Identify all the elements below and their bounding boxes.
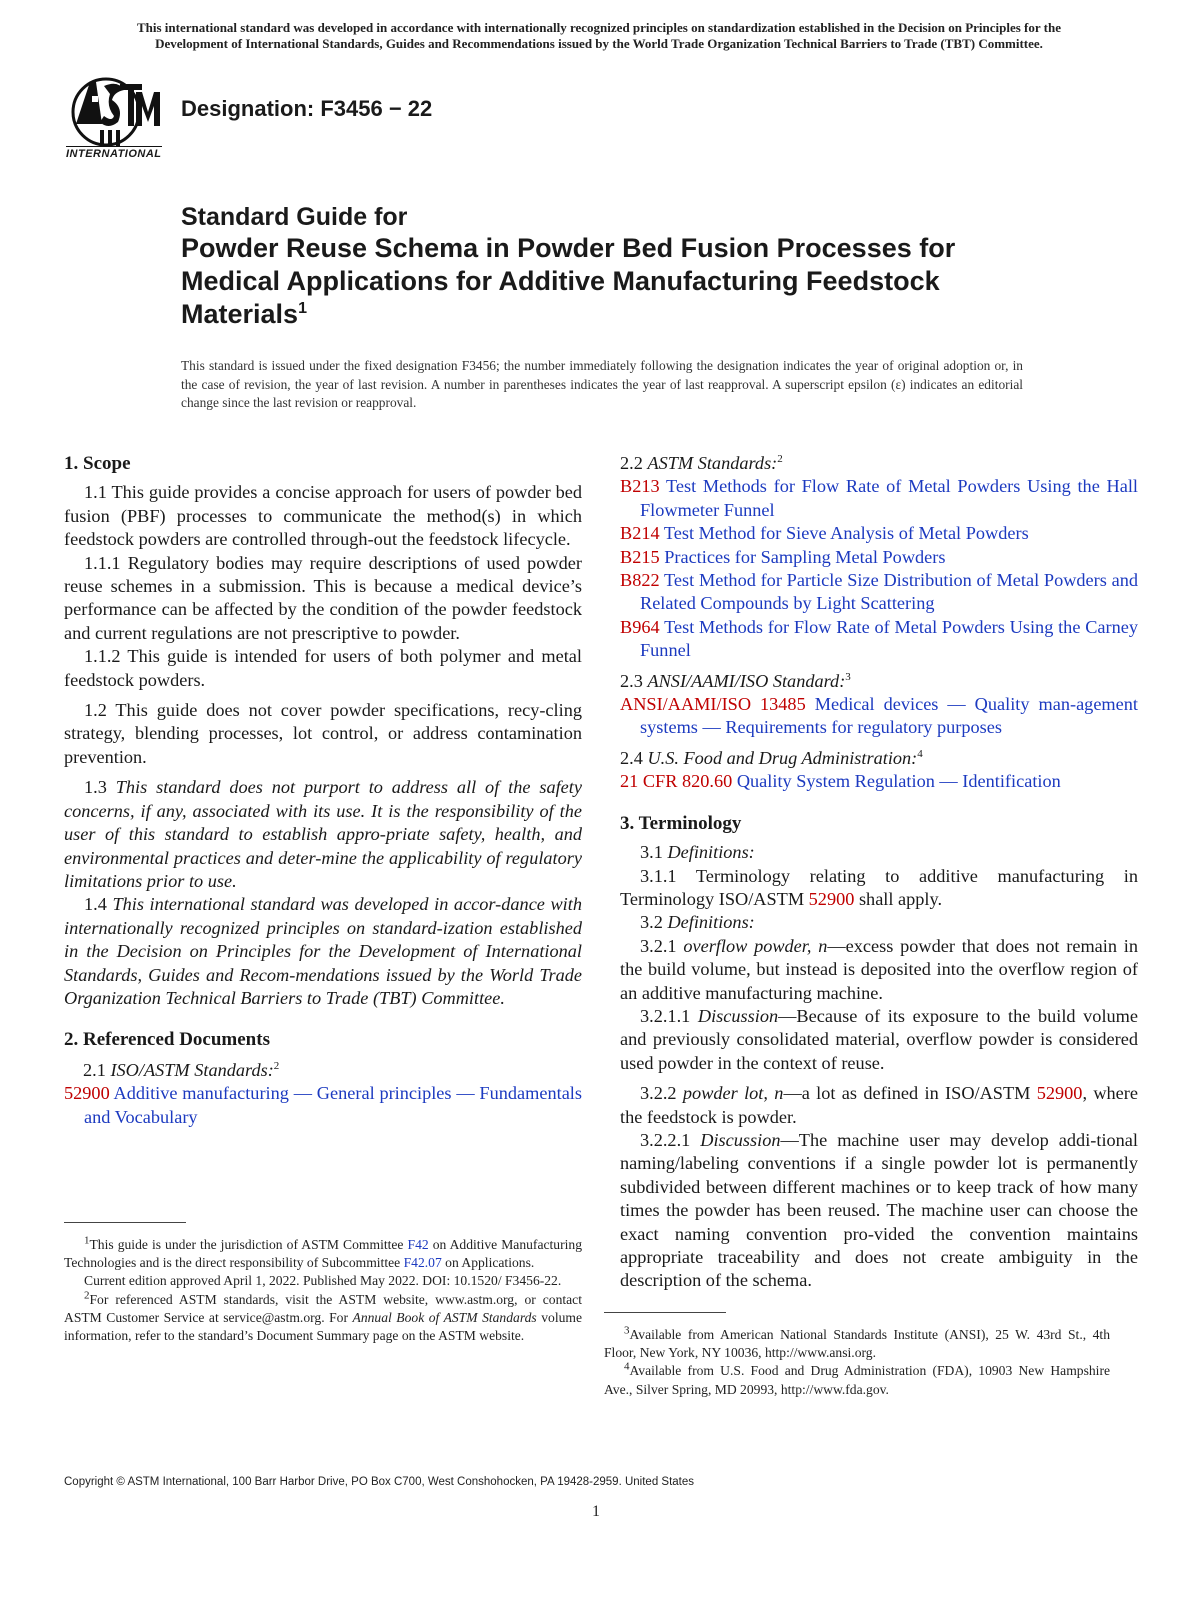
footnote-3 <box>604 1326 1110 1362</box>
footnote-2-mark: 2 <box>84 1289 90 1302</box>
fda-label <box>620 747 1138 770</box>
section-2-3-label: ANSI/AAMI/ISO Standard: <box>647 670 846 691</box>
section-2-2-num: 2.2 <box>620 453 643 473</box>
para-1-3-num: 1.3 <box>84 777 107 798</box>
iso-astm-standards-label <box>64 1059 582 1082</box>
footnote-1-text-b: on Additive Manufacturing Technologies and is the direct responsibility of Subcommittee <box>64 1237 582 1271</box>
astm-logo <box>62 72 170 166</box>
left-column <box>64 452 582 1129</box>
para-1-4-num: 1.4 <box>84 894 107 915</box>
title-line-4-text: Materials <box>181 299 299 329</box>
top-notice-line-1: This international standard was developed in accordance with internationally recognized principles on standardization established in the Decision on Principles for the <box>136 20 1061 35</box>
para-3-2-2-text-b: , where the feedstock is powder. <box>620 1083 1138 1127</box>
ref-iso-13485-code[interactable]: ANSI/AAMI/ISO 13485 <box>620 694 806 715</box>
footnote-3-mark: 3 <box>624 1324 630 1337</box>
footnote-1-text-c: on Applications. <box>445 1255 535 1271</box>
ref-b215[interactable] <box>620 546 1138 569</box>
scope-heading: 1. Scope <box>64 453 131 474</box>
section-3-1-num: 3.1 <box>640 842 663 863</box>
ref-21cfr-code[interactable]: 21 CFR 820.60 <box>620 771 733 792</box>
ref-iso-13485[interactable] <box>620 693 1138 740</box>
ref-21cfr-title[interactable]: Quality System Regulation — Identification <box>736 771 1061 792</box>
para-3-2-2-1 <box>620 1129 1138 1293</box>
footnote-ref-3: 3 <box>845 670 851 683</box>
ref-b213-code[interactable]: B213 <box>620 476 660 497</box>
top-notice <box>58 20 1140 52</box>
document-title <box>181 202 1081 331</box>
para-1-4-text: This international standard was developed in accor-dance with internationally recognized principles on standard-ization established in the Decision on Principles for the Development of International Standards, Guides and Recom-mendations issued by the World Trade Organization Technical Barriers to Trade (TBT) Committee. <box>64 894 582 1008</box>
para-3-2-1-1 <box>620 1005 1138 1075</box>
section-2-3-num: 2.3 <box>620 670 643 691</box>
para-1-4 <box>64 893 582 1010</box>
para-3-2-2-1-term: Discussion <box>700 1129 781 1150</box>
section-2-1-label: ISO/ASTM Standards: <box>110 1059 274 1080</box>
footnote-1-edition: Current edition approved April 1, 2022. Published May 2022. DOI: 10.1520/ F3456-22. <box>84 1273 562 1289</box>
ref-b213[interactable] <box>620 475 1138 522</box>
para-3-2-1-1-term: Discussion <box>697 1005 779 1026</box>
footnote-2-text-b: volume information, refer to the standard’s Document Summary page on the ASTM website. <box>64 1309 582 1344</box>
ref-52900[interactable] <box>64 1082 582 1129</box>
logo-text: INTERNATIONAL <box>66 148 162 160</box>
para-3-2-2-text-a: —a lot as defined in ISO/ASTM <box>783 1083 1031 1104</box>
ref-b213-title[interactable]: Test Methods for Flow Rate of Metal Powders Using the Hall Flowmeter Funnel <box>640 476 1138 520</box>
para-3-2-1-1-text: —Because of its exposure to the build volume and previously consolidated material, overflow powder is considered used powder in the context of reuse. <box>620 1005 1138 1073</box>
ref-b964[interactable] <box>620 616 1138 663</box>
para-1-3-text: This standard does not purport to address all of the safety concerns, if any, associated with its use. It is the responsibility of the user of this standard to establish appro-priate safety, health, and environmental practices and deter-mine the applicability of regulatory limitations prior to use. <box>64 777 582 891</box>
footnote-2-text-a: For referenced ASTM standards, visit the ASTM website, www.astm.org, or contact ASTM Customer Service at service@astm.org. For <box>64 1291 582 1325</box>
para-1-1-2: 1.1.2 This guide is intended for users of both polymer and metal feedstock powders. <box>64 646 582 690</box>
title-line-3: Medical Applications for Additive Manufacturing Feedstock <box>181 266 940 296</box>
footnote-1 <box>64 1236 582 1272</box>
para-3-2-2-1-num: 3.2.2.1 <box>640 1129 691 1150</box>
footnote-1-mark: 1 <box>84 1234 90 1247</box>
para-3-2-2 <box>620 1082 1138 1129</box>
top-notice-line-2: Development of International Standards, Guides and Recommendations issued by the World Trade Organization Technical Barriers to Trade (TBT) Committee. <box>155 36 1043 51</box>
ref-21cfr[interactable] <box>620 770 1138 793</box>
footnote-2 <box>64 1291 582 1346</box>
terminology-heading: 3. Terminology <box>620 812 742 834</box>
ref-52900-title[interactable]: Additive manufacturing — General principles — Fundamentals and Vocabulary <box>84 1083 582 1127</box>
section-3-1-label: Definitions: <box>667 842 755 863</box>
right-column <box>620 452 1138 1293</box>
referenced-documents-heading: 2. Referenced Documents <box>64 1029 270 1051</box>
title-line-2: Powder Reuse Schema in Powder Bed Fusion Processes for <box>181 233 956 263</box>
para-3-2-1-text: —excess powder that does not remain in the build volume, but instead is deposited into the overflow region of an additive manufacturing machine. <box>620 935 1138 1003</box>
footnotes-left <box>64 1236 582 1345</box>
para-1-1: 1.1 This guide provides a concise approach for users of powder bed fusion (PBF) processes to communicate the method(s) in which feedstock powders are controlled through-out the feedstock lifecycle. <box>64 482 582 550</box>
footnotes-right <box>604 1326 1110 1399</box>
para-3-1-1-text-b: shall apply. <box>858 888 943 909</box>
para-3-2-2-num: 3.2.2 <box>640 1083 677 1104</box>
section-2-1-num: 2.1 <box>83 1059 106 1080</box>
ref-b214[interactable] <box>620 522 1138 545</box>
section-3-2 <box>620 911 1138 934</box>
ref-52900-code[interactable]: 52900 <box>64 1083 110 1104</box>
para-3-2-1 <box>620 935 1138 1005</box>
title-footnote-mark: 1 <box>298 300 307 317</box>
ref-b214-code[interactable]: B214 <box>620 523 660 544</box>
footnote-ref-2b: 2 <box>777 452 783 465</box>
footnote-2-italic: Annual Book of ASTM Standards <box>352 1309 537 1325</box>
designation: Designation: F3456 − 22 <box>181 96 433 121</box>
copyright: Copyright © ASTM International, 100 Barr Harbor Drive, PO Box C700, West Conshohocken, PA 19428-2959. United States <box>64 1476 695 1488</box>
page-number: 1 <box>592 1503 600 1520</box>
para-3-2-1-num: 3.2.1 <box>640 935 677 956</box>
section-3-1 <box>620 841 1138 864</box>
footnote-ref-4: 4 <box>917 747 923 760</box>
ref-b215-title[interactable]: Practices for Sampling Metal Powders <box>664 546 946 567</box>
footnote-1-text-a: This guide is under the jurisdiction of ASTM Committee <box>89 1237 404 1252</box>
para-1-2: 1.2 This guide does not cover powder specifications, recy-cling strategy, blending processes, lot control, or address contamination prevention. <box>64 700 582 767</box>
title-line-4 <box>181 298 1081 331</box>
ref-iso-13485-title[interactable]: Medical devices — Quality man-agement systems — Requirements for regulatory purposes <box>640 694 1138 738</box>
para-3-2-2-term: powder lot, n <box>682 1083 784 1104</box>
footnote-rule-left <box>64 1222 186 1223</box>
footnote-rule-right <box>604 1312 726 1313</box>
para-3-2-1-term: overflow powder, n <box>683 935 828 956</box>
footnote-4 <box>604 1362 1110 1398</box>
ref-b215-code[interactable]: B215 <box>620 546 660 567</box>
section-2-4-label: U.S. Food and Drug Administration: <box>647 747 918 768</box>
para-3-2-2-1-text: —The machine user may develop addi-tional naming/labeling conventions if a single powder lot is permanently subdivided between different machines or to keep track of how many times the powder has been reused. The machine user can choose the exact naming convention pro-vided the convention maintains appropriate traceability and does not create ambiguity in the description of the schema. <box>620 1129 1138 1291</box>
footnote-3-text: Available from American National Standards Institute (ANSI), 25 W. 43rd St., 4th Floor, New York, NY 10036, http://www.ansi.org. <box>604 1327 1110 1361</box>
section-2-2-label: ASTM Standards: <box>647 453 778 473</box>
ref-b822-title[interactable]: Test Method for Particle Size Distribution of Metal Powders and Related Compounds by Light Scattering <box>640 570 1138 614</box>
issue-note: This standard is issued under the fixed designation F3456; the number immediately following the designation indicates the year of original adoption or, in the case of revision, the year of last revision. A number in parentheses indicates the year of last reapproval. A superscript epsilon (ε) indicates an editorial change since the last revision or reapproval. <box>181 358 1023 410</box>
para-3-1-1-text-a: 3.1.1 Terminology relating to additive manufacturing in Terminology ISO/ASTM <box>620 865 1138 909</box>
para-3-1-1 <box>620 865 1138 912</box>
ref-b964-title[interactable]: Test Methods for Flow Rate of Metal Powders Using the Carney Funnel <box>640 616 1138 661</box>
ref-b964-code[interactable]: B964 <box>620 616 660 637</box>
para-1-3 <box>64 776 582 893</box>
title-line-1: Standard Guide for <box>181 203 408 231</box>
footnote-1-f4207-link[interactable]: F42.07 <box>403 1255 442 1271</box>
section-3-2-num: 3.2 <box>640 912 663 933</box>
para-3-2-2-code[interactable]: 52900 <box>1036 1083 1083 1104</box>
para-3-2-1-1-num: 3.2.1.1 <box>640 1005 691 1026</box>
ref-b822[interactable] <box>620 569 1138 616</box>
para-1-1-1: 1.1.1 Regulatory bodies may require descriptions of used powder reuse schemes in a submission. This is because a medical device’s performance can be affected by the condition of the powder feedstock and current regulations are not prescriptive to powder. <box>64 552 582 643</box>
ref-b214-title[interactable]: Test Method for Sieve Analysis of Metal Powders <box>663 523 1029 544</box>
section-2-4-num: 2.4 <box>620 747 643 768</box>
ansi-standard-label <box>620 670 1138 693</box>
footnote-ref-2a: 2 <box>273 1059 280 1072</box>
footnote-1-f42-link[interactable]: F42 <box>407 1237 429 1252</box>
section-3-2-label: Definitions: <box>667 912 755 933</box>
astm-standards-label <box>620 452 1138 475</box>
para-3-1-1-code[interactable]: 52900 <box>808 888 855 909</box>
ref-b822-code[interactable]: B822 <box>620 570 660 591</box>
footnote-4-mark: 4 <box>624 1360 630 1373</box>
footnote-4-text: Available from U.S. Food and Drug Administration (FDA), 10903 New Hampshire Ave., Silver Spring, MD 20993, http://www.fda.gov. <box>604 1363 1110 1397</box>
